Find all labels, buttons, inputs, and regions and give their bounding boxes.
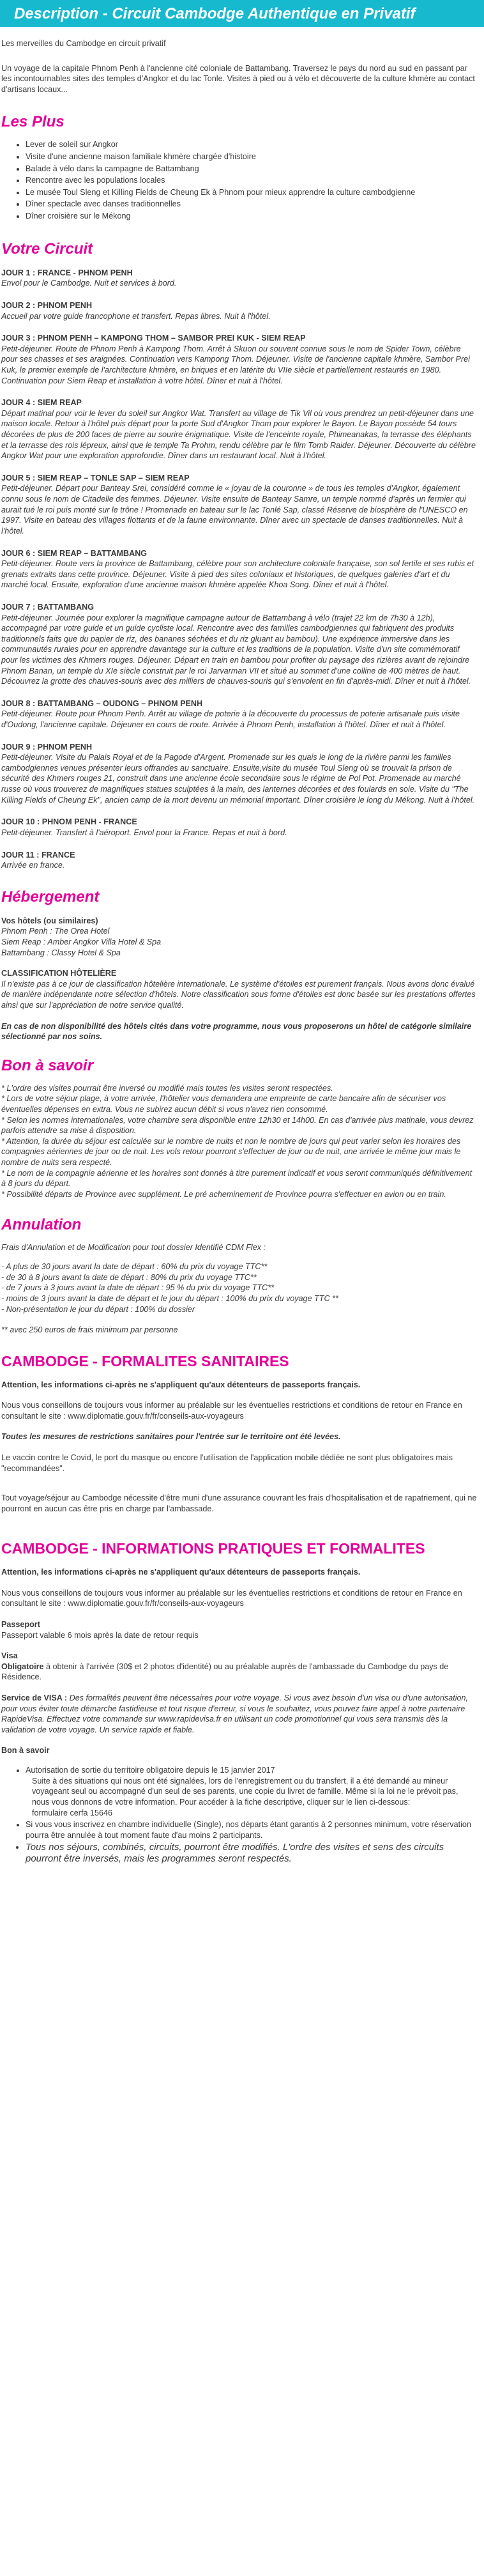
hotels-block [1,916,478,958]
les-plus-heading: Les Plus [1,113,64,131]
day-title: JOUR 1 : FRANCE - PHNOM PENH [1,268,133,277]
hotel-line: Battambang : Classy Hotel & Spa [1,948,121,957]
day-description: Petit-déjeuner. Route pour Phnom Penh. Arrêt au village de poterie à la découverte du processus de poterie artisanale puis visite d'Oudong, l'ancienne capitale. Déjeuner en cours de route. Arrivée à Phnom Penh, installation à l'hôtel. Dîner et nuit à l'hôtel. [1,709,460,730]
day-description: Arrivée en france. [1,861,65,870]
list-item: • Si vous vous inscrivez en chambre individuelle (Single), nos départs étant garantis à 2 personnes minimum, votre réservation pourra être annulée à tout moment faute d'au moins 2 participants. [26,1819,478,1840]
availability-note: En cas de non disponibilité des hôtels cités dans votre programme, nous vous proposerons un hôtel de catégorie similaire sélectionné par nos soins. [1,1021,472,1042]
day-block [1,548,478,590]
pratiques-heading: CAMBODGE - INFORMATIONS PRATIQUES ET FORMALITES [1,1540,425,1557]
sanitaires-heading: CAMBODGE - FORMALITES SANITAIRES [1,1352,289,1369]
service-visa-text: Des formalités peuvent être nécessaires pour votre voyage. Si vous avez besoin d'un visa ou d'une autorisation, pour vous éviter toute démarche fastidieuse et tout risque d'erreur, si vous le souhaitez, vous pouvez faire appel à notre partenaire RapideVisa. Effectuez votre commande sur www.rapidevisa.fr en utilisant un code promotionnel qui vous sera transmis dès la validation de votre voyage. Un service rapide et fiable. [1,1693,468,1734]
content [0,38,484,1865]
pratiques-bullets [1,1765,478,1865]
day-title: JOUR 9 : PHNOM PENH [1,742,93,752]
day-description: Accueil par votre guide francophone et transfert. Repas libres. Nuit à l'hôtel. [1,311,271,321]
hotel-line: Siem Reap : Amber Angkor Villa Hotel & Spa [1,937,162,946]
day-block [1,850,478,871]
day-title: JOUR 8 : BATTAMBANG – OUDONG – PHNOM PENH [1,698,203,708]
day-description: Petit-déjeuner. Transfert à l'aéroport. Envol pour la France. Repas et nuit à bord. [1,828,287,837]
les-plus-list [1,139,478,221]
intro-line: Les merveilles du Cambodge en circuit privatif [1,39,166,48]
sanitaires-p2: Toutes les mesures de restrictions sanitaires pour l'entrée sur le territoire ont été levées. [1,1432,341,1442]
classification-title: CLASSIFICATION HÔTELIÈRE [1,969,117,978]
visa-label: Obligatoire [1,1662,44,1671]
day-block [1,698,478,730]
day-block [1,333,478,386]
day-title: JOUR 3 : PHNOM PENH – KAMPONG THOM – SAMBOR PREI KUK - SIEM REAP [1,334,306,343]
day-block [1,602,478,687]
passeport-block [1,1619,478,1640]
day-title: JOUR 5 : SIEM REAP – TONLE SAP – SIEM REAP [1,473,190,482]
info-line: * L'ordre des visites pourrait être inversé ou modifié mais toutes les visites seront respectées. [1,1083,333,1093]
info-line: * Attention, la durée du séjour est calculée sur le nombre de nuits et non le nombre de jours qui peut varier selon les horaires des compagnies aériennes de jour ou de nuit. Les vols retour pourront s'effectuer de jour ou de nuit, une arrivée le même jour mais le nombre de nuits sera respecté. [1,1136,461,1168]
day-description: Petit-déjeuner. Départ pour Banteay Srei, considéré comme le « joyau de la couronne » de tous les temples d'Angkor, également connu sous le nom de Citadelle des femmes. Déjeuner. Visite ensuite de Banteay Samre, un temple nommé d'après un fermier qui aurait tué le roi puis monté sur le trône ! Promenade en bateau sur le lac Tonlé Sap, classé Réserve de biosphère de l'UNESCO en 1997. Visite en bateau des villages flottants et de la faune environnante. Dîner avec un spectacle de danses traditionnelles. Nuit à l'hôtel. [1,484,468,536]
day-description: Petit-déjeuner. Visite du Palais Royal et de la Pagode d'Argent. Promenade sur les quais le long de la rivière parmi les familles cambodgiennes venues présenter leurs offrandes au sanctuaire. Ensuite,visite du musée Toul Sleng où se trouvait la prison de sécurité des Khmers rouges 21, construit dans une ancienne école secondaire sous le régime de Pol Pot. Promenade au marché russe où vous trouverez de magnifiques statues sculptées à la main, des lanternes décorées et des foulards en soie. Visite du "The Killing Fields of Cheung Ek", ancien camp de la mort devenu un mémorial important. Dîner croisière le long du Mékong. Nuit à l'hôtel. [1,753,475,805]
day-description: Petit-déjeuner. Route de Phnom Penh à Kampong Thom. Arrêt à Skuon ou souvent connue sous le nom de Spider Town, célèbre pour ses chasses et ses araignées. Continuation vers Kampong Thom. Déjeuner. Visite de l'ancienne capitale khmère, Sambor Prei Kuk, le premier exemple de l'architecture khmère, en briques et en latérite du VIIe siècle et partiellement restaurés en 1980. Continuation pour Siem Reap et installation à votre hôtel. Dîner et nuit à l'hôtel. [1,344,470,385]
fee-line: - Non-présentation le jour du départ : 100% du dossier [1,1304,195,1314]
hotels-title: Vos hôtels (ou similaires) [1,916,98,925]
info-line: * Possibilité départs de Province avec supplément. Le pré acheminement de Province pourra s'effectuer en avion ou en train. [1,1189,446,1199]
pratiques-attention: Attention, les informations ci-après ne s'appliquent qu'aux détenteurs de passeports français. [1,1568,361,1577]
info-line: * Le nom de la compagnie aérienne et les horaires sont donnés à titre purement indicatif et vous seront communiqués définitivement à 8 jours du départ. [1,1168,473,1189]
day-block [1,300,478,321]
day-block [1,742,478,806]
day-title: JOUR 4 : SIEM REAP [1,398,82,408]
day-description: Petit-déjeuner. Route vers la province de Battambang, célèbre pour son architecture coloniale française, son sol fertile et ses rubis et grenats extraits dans cette province. Déjeuner. Visite à pied des sites coloniaux et historiques, de quelques galeries d'art et du marché local. Ensuite, exploration d'une ancienne maison khmère appelée Khoa Song. Dîner et nuit à l'hôtel. [1,559,474,590]
final-note: • Tous nos séjours, combinés, circuits, pourront être modifiés. L'ordre des visites et sens des circuits pourront être inversés, mais les programmes seront respectés. [26,1842,478,1865]
day-description: Petit-déjeuner. Journée pour explorer la magnifique campagne autour de Battambang à vélo (trajet 22 km de 7h30 à 12h), accompagné par votre guide et un guide cycliste local. Rencontre avec des familles cambodgiennes qui fabriquent des produits traditionnels faits que du papier de riz, des bananes séchées et du riz gluant au bambou). Une expérience immersive dans les communautés rurales pour en apprendre davantage sur la culture et les traditions de la population. Visite d'un site commémoratif pour les victimes des Khmers rouges. Déjeuner. Départ en train en bambou pour profiter du paysage des rizières avant de rejoindre Phnom Banan, un temple du XIe siècle construit par le roi Jarvarman VII et situé au sommet d'une colline de 400 mètres de haut. Découvrez la grotte des chauves-souris avec des milliers de chauves-souris qui s'envolent en fin d'après-midi. Dîner et nuit à l'hôtel. [1,613,471,686]
passeport-title: Passeport [1,1620,40,1629]
list-item: • Rencontre avec les populations locales [26,175,478,186]
hebergement-heading: Hébergement [1,888,100,906]
fee-line: - de 30 à 8 jours avant la date de départ : 80% du prix du voyage TTC** [1,1272,257,1282]
visa-text: à obtenir à l'arrivée (30$ et 2 photos d'identité) ou au préalable auprès de l'ambassade du Cambodge du pays de Résidence. [1,1662,449,1682]
list-item: • Dîner croisière sur le Mékong [26,211,478,222]
list-item: • Balade à vélo dans la campagne de Battambang [26,164,478,174]
visa-block [1,1651,478,1683]
annulation-lines [1,1261,478,1315]
day-block [1,817,478,838]
hotel-line: Phnom Penh : The Orea Hotel [1,927,110,936]
list-item: • Visite d'une ancienne maison familiale khmère chargée d'histoire [26,151,478,162]
fee-line: - de 7 jours à 3 jours avant la date de départ : 95 % du prix du voyage TTC** [1,1283,275,1293]
fee-line: - A plus de 30 jours avant la date de départ : 60% du prix du voyage TTC** [1,1262,268,1272]
bon-a-savoir-text [1,1083,478,1200]
intro-paragraph: Un voyage de la capitale Phnom Penh à l'ancienne cité coloniale de Battambang. Traversez le pays du nord au sud en passant par les incontournables sites des temples d'Angkor et du lac Tonle. Visites à pied ou à vélo et découverte de la culture khmère au contact d'artisans locaux... [1,63,475,94]
classification-text: Il n'existe pas à ce jour de classification hôtelière internationale. Le système d'étoiles est purement français. Nous avons donc évalué de manière indépendante notre sélection d'hôtels. Notre classification sous forme d'étoiles est donc basée sur les prestations offertes ainsi que sur l'appréciation de notre service qualité. [1,979,476,1010]
page-title: Description - Circuit Cambodge Authentique en Privatif [0,0,484,27]
day-block [1,268,478,289]
list-item: • Le musée Toul Sleng et Killing Fields de Cheung Ek à Phnom pour mieux apprendre la culture cambodgienne [26,187,478,198]
fee-line: - moins de 3 jours avant la date de départ et le jour du départ : 100% du prix du voyage TTC ** [1,1293,338,1303]
list-item: • Dîner spectacle avec danses traditionnelles [26,199,478,210]
annulation-heading: Annulation [1,1215,82,1233]
sub-text: Suite à des situations qui nous ont été signalées, lors de l'enregistrement ou du transfert, il a été demandé au mineur voyageant seul ou accompagné d'un seul de ses parents, une copie du livret de famille. Même si la loi ne le prévoit pas, nous vous donnons de votre information. Pour accéder à la fiche descriptive, cliquer sur le lien ci-dessous: [32,1776,458,1807]
cerfa-link[interactable]: formulaire cerfa 15646 [32,1808,113,1817]
day-title: JOUR 7 : BATTAMBANG [1,602,95,612]
info-line: * Selon les normes internationales, votre chambre sera disponible entre 12h30 et 14h00. En cas d'arrivée plus matinale, vous devrez parfois attendre sa mise à disposition. [1,1115,474,1136]
annulation-intro: Frais d'Annulation et de Modification pour tout dossier Identifié CDM Flex : [1,1242,266,1252]
sanitaires-p4: Tout voyage/séjour au Cambodge nécessite d'être muni d'une assurance couvrant les frais d'hospitalisation et de rapatriement, qui ne pourront en aucun cas être pris en charge par l'ambassade. [1,1493,477,1513]
classification-block [1,968,478,1010]
service-visa-label: Service de VISA : [1,1693,68,1703]
pratiques-p1: Nous vous conseillons de toujours vous informer au préalable sur les éventuelles restrictions et conditions de retour en France en consultant le site : www.diplomatie.gouv.fr/fr/conseils-aux-voyageurs [1,1588,462,1608]
day-description: Envol pour le Cambodge. Nuit et services à bord. [1,279,177,288]
sanitaires-p3: Le vaccin contre le Covid, le port du masque ou encore l'utilisation de l'application mobile dédiée ne sont plus obligatoires mais "recommandées". [1,1453,453,1473]
service-visa-block [1,1693,478,1735]
day-title: JOUR 10 : PHNOM PENH - FRANCE [1,817,137,827]
circuit-heading: Votre Circuit [1,240,93,258]
day-description: Départ matinal pour voir le lever du soleil sur Angkor Wat. Transfert au village de Tik Vil où vous prendrez un petit-déjeuner dans une maison locale. Retour à l'hôtel puis départ pour la porte Sud d'Angkor Thom pour explorer le Bayon. Le Bayon possède 54 tours décorées de plus de 200 faces de pierre au sourire énigmatique. Visite de l'enceinte royale, Phimeanakas, la terrasse des éléphants et la terrasse des rois lépreux, ainsi que le temple Ta Prohm, rendu célèbre par le film Tomb Raider. Déjeuner. Découverte du célèbre Angkor Wat pour une exploration approfondie. Dîner dans un restaurant local. Nuit à l'hôtel. [1,408,476,461]
passeport-text: Passeport valable 6 mois après la date de retour requis [1,1630,199,1640]
day-title: JOUR 11 : FRANCE [1,850,75,860]
sanitaires-attention: Attention, les informations ci-après ne s'appliquent qu'aux détenteurs de passeports français. [1,1380,361,1389]
bon-a-savoir-heading: Bon à savoir [1,1056,94,1074]
day-title: JOUR 2 : PHNOM PENH [1,300,93,310]
day-block [1,473,478,537]
sanitaires-p1: Nous vous conseillons de toujours vous informer au préalable sur les éventuelles restrictions et conditions de retour en France en consultant le site : www.diplomatie.gouv.fr/fr/conseils-aux-voyageurs [1,1401,462,1421]
day-block [1,397,478,461]
visa-title: Visa [1,1651,18,1661]
annulation-note: ** avec 250 euros de frais minimum par personne [1,1325,178,1335]
visa-text-line [1,1662,478,1683]
list-item [26,1765,478,1818]
list-item-text: Autorisation de sortie du territoire obligatoire depuis le 15 janvier 2017 [26,1766,275,1775]
list-item: • Lever de soleil sur Angkor [26,139,478,150]
day-title: JOUR 6 : SIEM REAP – BATTAMBANG [1,548,147,558]
bon-a-savoir-2-title: Bon à savoir [1,1746,50,1755]
info-line: * Lors de votre séjour plage, à votre arrivée, l'hôtelier vous demandera une empreinte de carte bancaire afin de sécuriser vos éventuelles dépenses en extra. Vous ne subirez aucun débit si vous n'avez rien consommé. [1,1094,446,1114]
